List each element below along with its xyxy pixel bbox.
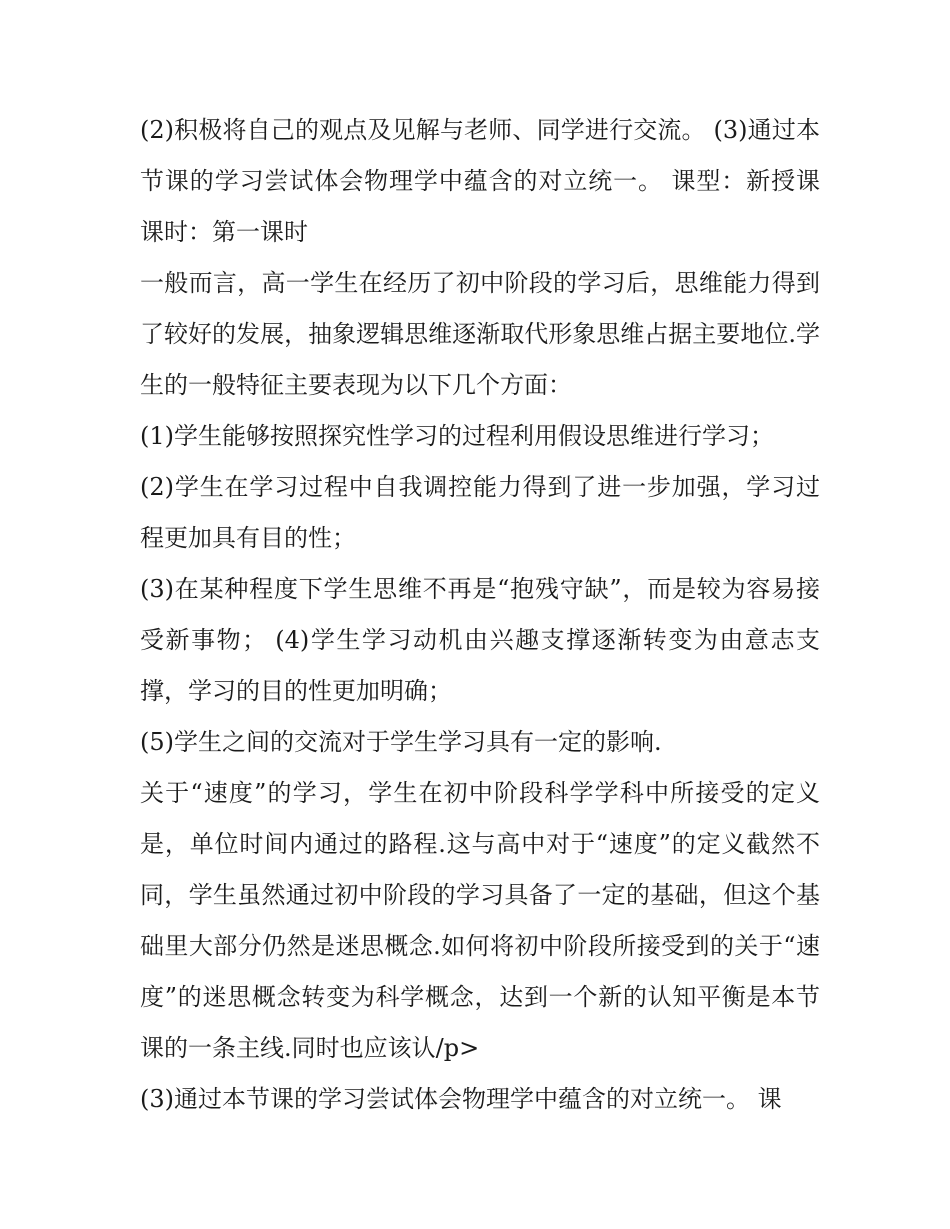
paragraph-speed-concept: 关于“速度”的学习，学生在初中阶段科学学科中所接受的定义是，单位时间内通过的路程.这与高中对于“速度”的定义截然不同，学生虽然通过初中阶段的学习具备了一定的基础，但这个基础里大部分仍然是迷思概念.如何将初中阶段所接受到的关于“速度”的迷思概念转变为科学概念，达到一个新的认知平衡是本节课的一条主线.同时也应该认/p>	[140, 779, 820, 1062]
paragraph-feature-2: (2)学生在学习过程中自我调控能力得到了进一步加强，学习过程更加具有目的性；	[140, 473, 820, 552]
paragraph-objective-3: (3)通过本节课的学习尝试体会物理学中蕴含的对立统一。 课	[140, 1085, 782, 1113]
paragraph-feature-5: (5)学生之间的交流对于学生学习具有一定的影响.	[140, 728, 662, 756]
paragraph-objectives: (2)积极将自己的观点及见解与老师、同学进行交流。 (3)通过本节课的学习尝试体会物理学中蕴含的对立统一。 课型：新授课 课时：第一课时	[140, 116, 820, 246]
paragraph-feature-3-4: (3)在某种程度下学生思维不再是“抱残守缺”，而是较为容易接受新事物； (4)学生学习动机由兴趣支撑逐渐转变为由意志支撑，学习的目的性更加明确；	[140, 575, 820, 705]
document-body	[140, 105, 820, 1125]
paragraph-feature-1: (1)学生能够按照探究性学习的过程利用假设思维进行学习；	[140, 422, 774, 450]
paragraph-student-analysis: 一般而言，高一学生在经历了初中阶段的学习后，思维能力得到了较好的发展，抽象逻辑思维逐渐取代形象思维占据主要地位.学生的一般特征主要表现为以下几个方面：	[140, 269, 820, 399]
